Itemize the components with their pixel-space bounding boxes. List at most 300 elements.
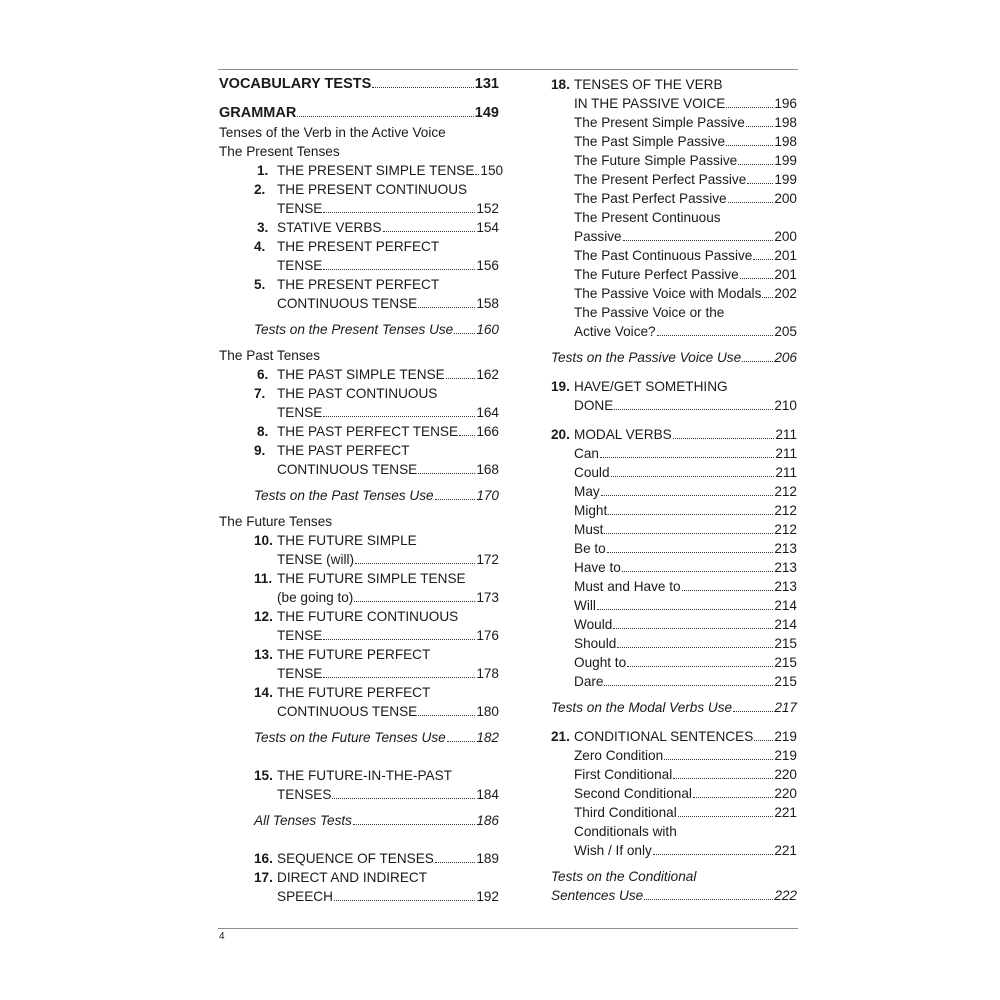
toc-entry-title: VOCABULARY TESTS [219,76,372,92]
toc-entry-page: 215 [774,636,797,651]
toc-entry-title: The Passive Voice or the [574,305,725,320]
toc-entry[interactable] [277,785,499,804]
dot-leader [728,202,774,203]
dot-leader [664,759,773,760]
toc-entry-page: 206 [774,350,797,365]
toc-entry-title: THE FUTURE PERFECT [277,685,431,700]
toc-entry-number: 17. [254,870,273,885]
toc-entry-page: 220 [774,767,797,782]
toc-entry-page: 184 [476,787,499,802]
toc-entry-title: The Past Tenses [219,348,321,363]
toc-entry[interactable] [574,746,797,765]
toc-entry-title: Should [574,636,617,651]
dot-leader [475,174,479,175]
dot-leader [733,711,773,712]
toc-entry-title: THE PRESENT CONTINUOUS [277,182,468,197]
toc-entry-number: 2. [254,182,266,197]
toc-entry-page: 154 [476,220,499,235]
toc-entry-title: THE FUTURE SIMPLE TENSE [277,571,466,586]
toc-entry[interactable] [574,246,797,265]
toc-entry-title: Active Voice? [574,324,656,339]
toc-entry[interactable] [257,161,504,180]
toc-entry[interactable] [219,75,499,94]
toc-entry-title: TENSE [277,258,323,273]
dot-leader [613,628,773,629]
toc-entry-number: 8. [257,424,269,439]
toc-entry-title: TENSES OF THE VERB [574,77,723,92]
toc-entry-title: Tests on the Passive Voice Use [551,350,742,365]
toc-entry-title: STATIVE VERBS [277,220,382,235]
toc-entry-page: 182 [476,730,499,745]
toc-entry-title: Zero Condition [574,748,664,763]
toc-entry-number: 14. [254,685,273,700]
dot-leader [726,145,773,146]
dot-leader [614,409,773,410]
toc-entry-page: 178 [476,666,499,681]
toc-entry-number: 7. [254,386,266,401]
toc-entry-page: 222 [774,888,797,903]
dot-leader [353,824,475,825]
dot-leader [323,269,475,270]
dot-leader [607,552,774,553]
toc-entry-number: 18. [551,77,570,92]
toc-entry[interactable] [574,615,797,634]
toc-entry-page: 162 [476,367,499,382]
toc-entry-title: Might [574,503,608,518]
toc-entry-number: 5. [254,277,266,292]
toc-entry[interactable] [254,569,466,588]
dot-leader [611,476,775,477]
toc-entry[interactable] [574,784,797,803]
toc-entry[interactable] [574,132,797,151]
toc-entry-title: Be to [574,541,606,556]
bottom-rule [218,928,798,929]
toc-entry-number: 10. [254,533,273,548]
toc-entry-title: TENSE (will) [277,552,355,567]
dot-leader [673,778,773,779]
dot-leader [622,571,773,572]
toc-entry-page: 198 [774,115,797,130]
toc-entry[interactable] [254,728,499,747]
toc-entry-title: Tests on the Modal Verbs Use [551,700,733,715]
toc-entry-title: Ought to [574,655,627,670]
toc-entry-title: The Past Perfect Passive [574,191,727,206]
dot-leader [446,378,476,379]
toc-entry-title: THE PAST PERFECT TENSE [277,424,459,439]
toc-entry-number: 3. [257,220,269,235]
dot-leader [753,259,773,260]
toc-entry-title: TENSE [277,628,323,643]
toc-entry[interactable] [574,227,797,246]
dot-leader [742,361,773,362]
toc-entry-page: 172 [476,552,499,567]
toc-entry-page: 200 [774,191,797,206]
toc-entry-title: THE FUTURE CONTINUOUS [277,609,459,624]
toc-entry[interactable] [257,218,499,237]
toc-entry-title: MODAL VERBS [574,427,672,442]
toc-entry-page: 199 [774,153,797,168]
toc-entry[interactable] [254,275,440,294]
dot-leader [323,639,475,640]
toc-entry-page: 213 [774,579,797,594]
dot-leader [323,677,475,678]
toc-entry-page: 221 [774,805,797,820]
toc-entry[interactable] [574,672,797,691]
toc-entry-title: Third Conditional [574,805,677,820]
toc-entry[interactable] [574,189,797,208]
toc-entry[interactable] [574,501,797,520]
dot-leader [332,798,475,799]
toc-entry[interactable] [254,237,440,256]
dot-leader [447,741,476,742]
toc-entry[interactable] [254,868,428,887]
toc-entry-number: 9. [254,443,266,458]
toc-entry-title: TENSE [277,405,323,420]
toc-entry-page: 149 [474,105,499,121]
toc-entry-title: THE FUTURE-IN-THE-PAST [277,768,452,783]
toc-entry-title: Dare [574,674,604,689]
toc-entry[interactable] [277,626,499,645]
toc-entry-page: 214 [774,617,797,632]
dot-leader [673,438,775,439]
toc-entry-title: TENSE [277,666,323,681]
toc-entry-title: Tests on the Conditional [551,869,697,884]
toc-entry-number: 4. [254,239,266,254]
toc-entry-number: 12. [254,609,273,624]
toc-entry-title: The Present Tenses [219,144,340,159]
toc-entry-title: May [574,484,600,499]
dot-leader [597,609,773,610]
toc-entry-title: Passive [574,229,622,244]
toc-entry-title: Second Conditional [574,786,692,801]
dot-leader [418,307,475,308]
toc-entry[interactable] [574,482,797,501]
dot-leader [435,499,476,500]
toc-entry-page: 201 [774,248,797,263]
toc-entry-page: 213 [774,541,797,556]
toc-entry-title: Can [574,446,599,461]
toc-entry-title: The Present Perfect Passive [574,172,747,187]
toc-entry[interactable] [574,208,721,227]
dot-leader [623,240,774,241]
dot-leader [334,900,475,901]
toc-entry-page: 214 [774,598,797,613]
toc-entry-page: 219 [774,729,797,744]
toc-entry-title: All Tenses Tests [254,813,352,828]
toc-entry-title: Must and Have to [574,579,681,594]
toc-entry-title: GRAMMAR [219,105,297,121]
toc-entry-page: 202 [774,286,797,301]
dot-leader [738,164,773,165]
dot-leader [657,335,774,336]
toc-entry[interactable] [254,320,499,339]
dot-leader [323,212,475,213]
toc-entry[interactable] [574,841,797,860]
dot-leader [746,126,774,127]
toc-entry[interactable] [277,588,499,607]
toc-entry-title: DIRECT AND INDIRECT [277,870,428,885]
toc-entry[interactable] [219,142,340,161]
toc-entry-title: The Future Tenses [219,514,333,529]
toc-entry-title: First Conditional [574,767,673,782]
dot-leader [608,514,773,515]
toc-entry-title: TENSES [277,787,332,802]
toc-entry-page: 217 [774,700,797,715]
toc-entry-title: TENSE [277,201,323,216]
toc-entry[interactable] [257,365,499,384]
toc-entry-page: 196 [774,96,797,111]
toc-entry-title: SEQUENCE OF TENSES [277,851,434,866]
toc-entry-number: 21. [551,729,570,744]
toc-entry-number: 11. [254,571,273,586]
toc-entry-page: 156 [476,258,499,273]
toc-entry[interactable] [574,113,797,132]
toc-entry-title: The Future Perfect Passive [574,267,739,282]
toc-entry-title: Tests on the Past Tenses Use [254,488,434,503]
dot-leader [678,816,774,817]
toc-entry-number: 16. [254,851,273,866]
toc-entry[interactable] [254,849,499,868]
toc-entry-title: Would [574,617,613,632]
toc-entry-number: 15. [254,768,273,783]
toc-entry-page: 166 [476,424,499,439]
toc-entry[interactable] [551,698,797,717]
toc-entry[interactable] [551,727,797,746]
toc-entry-page: 200 [774,229,797,244]
toc-entry-title: The Present Continuous [574,210,721,225]
toc-entry-title: Sentences Use [551,888,644,903]
dot-leader [601,495,774,496]
dot-leader [435,862,475,863]
toc-entry-title: Tests on the Present Tenses Use [254,322,454,337]
toc-entry[interactable] [254,441,410,460]
toc-entry[interactable] [574,539,797,558]
toc-entry-page: 198 [774,134,797,149]
toc-entry[interactable] [574,284,797,303]
toc-entry[interactable] [574,634,797,653]
dot-leader [726,107,773,108]
dot-leader [693,797,773,798]
dot-leader [617,647,773,648]
toc-entry[interactable] [574,577,797,596]
toc-entry[interactable] [574,396,797,415]
dot-leader [383,231,476,232]
toc-entry-page: 212 [774,484,797,499]
toc-entry-page: 199 [774,172,797,187]
toc-entry[interactable] [551,425,797,444]
toc-entry-page: 215 [774,674,797,689]
toc-entry-title: DONE [574,398,614,413]
toc-entry-title: Wish / If only [574,843,652,858]
toc-entry-title: THE PAST SIMPLE TENSE [277,367,445,382]
toc-entry-page: 158 [476,296,499,311]
toc-entry[interactable] [551,867,696,886]
toc-entry-title: The Passive Voice with Modals [574,286,762,301]
toc-entry-title: Tenses of the Verb in the Active Voice [219,125,446,140]
toc-entry-title: THE PAST CONTINUOUS [277,386,438,401]
dot-leader [372,87,474,88]
dot-leader [297,116,473,117]
toc-entry[interactable] [254,766,452,785]
toc-entry-page: 170 [476,488,499,503]
toc-entry[interactable] [574,822,677,841]
toc-entry[interactable] [254,811,499,830]
toc-entry-title: Have to [574,560,621,575]
toc-entry-title: CONTINUOUS TENSE [277,462,418,477]
toc-entry[interactable] [574,322,797,341]
dot-leader [354,601,475,602]
toc-entry-page: 215 [774,655,797,670]
toc-entry-title: THE PRESENT PERFECT [277,239,440,254]
toc-entry-title: Will [574,598,596,613]
toc-entry[interactable] [277,887,499,906]
dot-leader [355,563,475,564]
toc-entry-page: 201 [774,267,797,282]
toc-entry-page: 189 [476,851,499,866]
dot-leader [627,666,773,667]
toc-entry-title: HAVE/GET SOMETHING [574,379,728,394]
dot-leader [323,416,475,417]
toc-entry-page: 205 [774,324,797,339]
toc-entry[interactable] [574,765,797,784]
toc-entry-title: Must [574,522,604,537]
toc-entry-page: 211 [775,465,797,480]
toc-entry-title: THE PRESENT PERFECT [277,277,440,292]
toc-entry[interactable] [574,596,797,615]
toc-entry-page: 176 [476,628,499,643]
toc-entry-number: 20. [551,427,570,442]
toc-entry-page: 192 [476,889,499,904]
toc-entry-title: THE PRESENT SIMPLE TENSE [277,163,475,178]
toc-entry[interactable] [219,346,320,365]
toc-entry-title: Tests on the Future Tenses Use [254,730,446,745]
toc-entry-title: CONTINUOUS TENSE [277,704,418,719]
dot-leader [459,435,475,436]
toc-entry-number: 6. [257,367,269,382]
toc-entry-page: 164 [476,405,499,420]
toc-entry[interactable] [574,170,797,189]
toc-entry[interactable] [574,303,724,322]
toc-entry-page: 211 [775,446,797,461]
toc-entry-page: 219 [774,748,797,763]
toc-entry[interactable] [551,886,797,905]
toc-entry[interactable] [277,294,499,313]
toc-entry[interactable] [574,265,797,284]
toc-entry-title: CONTINUOUS TENSE [277,296,418,311]
toc-entry-page: 168 [476,462,499,477]
dot-leader [604,533,773,534]
toc-entry-number: 19. [551,379,570,394]
toc-entry-title: (be going to) [277,590,354,605]
toc-entry-title: IN THE PASSIVE VOICE [574,96,726,111]
toc-entry[interactable] [277,403,499,422]
toc-entry[interactable] [254,384,438,403]
toc-entry[interactable] [574,653,797,672]
toc-entry-page: 131 [474,76,499,92]
toc-entry[interactable] [574,558,797,577]
toc-entry[interactable] [574,94,797,113]
toc-entry[interactable] [254,645,431,664]
top-rule [218,69,798,70]
toc-entry[interactable] [551,75,723,94]
dot-leader [454,333,475,334]
toc-entry-title: Conditionals with [574,824,677,839]
page-number: 4 [219,931,225,942]
toc-entry-page: 211 [775,427,797,442]
toc-entry[interactable] [254,607,459,626]
dot-leader [418,715,475,716]
toc-entry[interactable] [574,151,797,170]
dot-leader [762,297,773,298]
dot-leader [604,685,773,686]
toc-entry[interactable] [254,486,499,505]
toc-entry[interactable] [254,683,431,702]
toc-entry-page: 210 [774,398,797,413]
toc-entry[interactable] [551,348,797,367]
toc-entry-page: 212 [774,503,797,518]
toc-entry-page: 173 [476,590,499,605]
toc-entry-title: THE FUTURE PERFECT [277,647,431,662]
toc-entry-page: 220 [774,786,797,801]
dot-leader [682,590,774,591]
toc-entry-page: 221 [774,843,797,858]
dot-leader [600,457,774,458]
toc-entry[interactable] [574,520,797,539]
toc-entry[interactable] [257,422,499,441]
toc-entry[interactable] [254,531,417,550]
toc-entry-number: 1. [257,163,269,178]
dot-leader [653,854,774,855]
toc-entry-title: The Past Continuous Passive [574,248,753,263]
toc-entry-page: 180 [476,704,499,719]
dot-leader [740,278,774,279]
dot-leader [418,473,475,474]
toc-entry-page: 150 [480,163,504,178]
dot-leader [754,740,773,741]
toc-entry[interactable] [574,463,797,482]
toc-entry-title: SPEECH [277,889,333,904]
toc-entry[interactable] [219,123,446,142]
toc-entry-page: 160 [476,322,499,337]
toc-entry[interactable] [254,180,468,199]
toc-entry-title: The Past Simple Passive [574,134,726,149]
toc-entry[interactable] [574,803,797,822]
toc-entry[interactable] [277,702,499,721]
toc-entry-page: 152 [476,201,499,216]
dot-leader [644,899,773,900]
toc-entry[interactable] [277,664,499,683]
toc-entry-number: 13. [254,647,273,662]
toc-entry-title: THE PAST PERFECT [277,443,410,458]
toc-entry[interactable] [574,444,797,463]
toc-entry[interactable] [277,199,499,218]
toc-entry-page: 212 [774,522,797,537]
toc-entry-title: The Future Simple Passive [574,153,738,168]
toc-entry-title: The Present Simple Passive [574,115,745,130]
toc-entry-page: 186 [476,813,499,828]
toc-entry[interactable] [219,512,332,531]
toc-entry[interactable] [551,377,728,396]
toc-entry-title: THE FUTURE SIMPLE [277,533,417,548]
toc-entry[interactable] [277,460,499,479]
toc-entry[interactable] [277,550,499,569]
toc-entry[interactable] [277,256,499,275]
dot-leader [747,183,773,184]
toc-entry-title: CONDITIONAL SENTENCES [574,729,754,744]
toc-entry[interactable] [219,104,499,123]
toc-entry-page: 213 [774,560,797,575]
toc-entry-title: Could [574,465,610,480]
